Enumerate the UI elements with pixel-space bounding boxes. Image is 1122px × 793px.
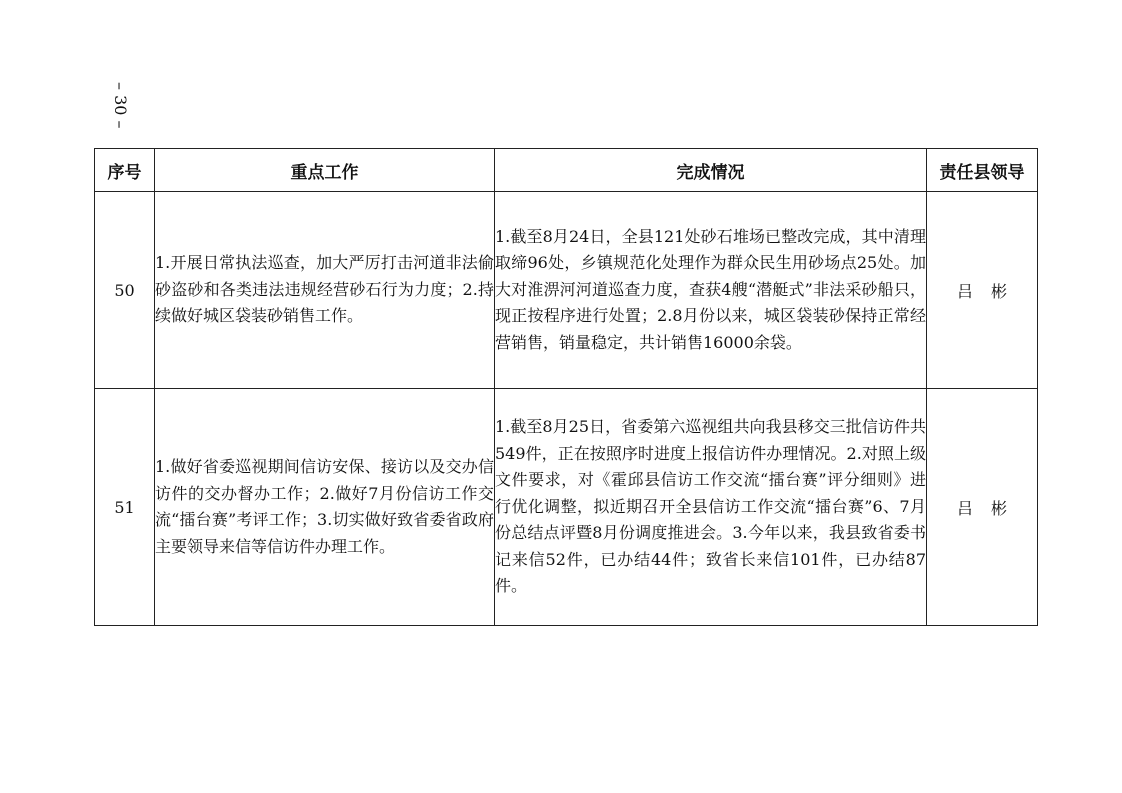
key-task: 1.开展日常执法巡查，加大严厉打击河道非法偷砂盗砂和各类违法违规经营砂石行为力度；2.持续做好城区袋装砂销售工作。	[155, 192, 495, 389]
responsible-leader	[927, 389, 1038, 626]
row-number: 50	[95, 192, 155, 389]
header-task: 重点工作	[155, 149, 495, 192]
responsible-leader-name: 吕彬	[956, 498, 1025, 518]
responsible-leader	[927, 192, 1038, 389]
header-leader: 责任县领导	[927, 149, 1038, 192]
row-number: 51	[95, 389, 155, 626]
table-row	[95, 389, 1038, 626]
header-status: 完成情况	[495, 149, 927, 192]
header-no: 序号	[95, 149, 155, 192]
work-progress-table	[94, 148, 1038, 626]
table-row	[95, 192, 1038, 389]
completion-status: 1.截至8月25日，省委第六巡视组共向我县移交三批信访件共549件，正在按照序时进度上报信访件办理情况。2.对照上级文件要求，对《霍邱县信访工作交流“擂台赛”评分细则》进行优化调整，拟近期召开全县信访工作交流“擂台赛”6、7月份总结点评暨8月份调度推进会。3.今年以来，我县致省委书记来信52件，已办结44件；致省长来信101件，已办结87件。	[495, 389, 927, 626]
completion-status: 1.截至8月24日，全县121处砂石堆场已整改完成，其中清理取缔96处，乡镇规范化处理作为群众民生用砂场点25处。加大对淮淠河河道巡查力度，查获4艘“潜艇式”非法采砂船只，现正按程序进行处置；2.8月份以来，城区袋装砂保持正常经营销售，销量稳定，共计销售16000余袋。	[495, 192, 927, 389]
key-task: 1.做好省委巡视期间信访安保、接访以及交办信访件的交办督办工作；2.做好7月份信访工作交流“擂台赛”考评工作；3.切实做好致省委省政府主要领导来信等信访件办理工作。	[155, 389, 495, 626]
page-number: – 30 –	[111, 82, 130, 129]
table-header-row	[95, 149, 1038, 192]
responsible-leader-name: 吕彬	[956, 281, 1025, 301]
